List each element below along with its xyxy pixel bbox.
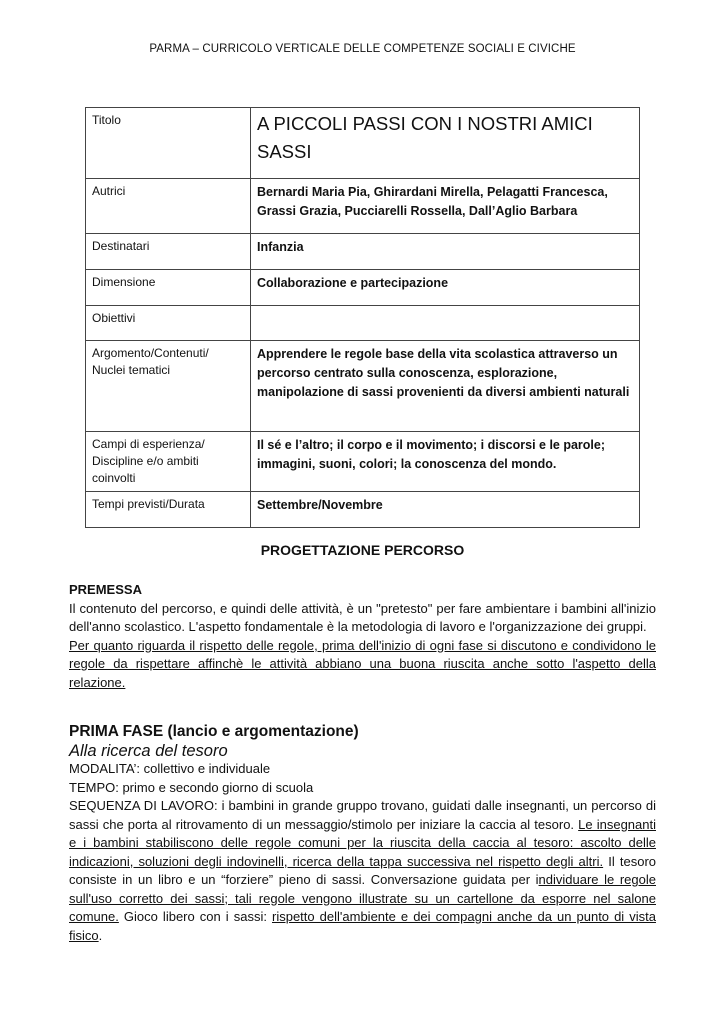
section-title: PROGETTAZIONE PERCORSO [260, 542, 465, 558]
table-value: Bernardi Maria Pia, Ghirardani Mirella, Pelagatti Francesca, Grassi Grazia, Pucciarelli Rossella, Dall’Aglio Barbara [251, 179, 640, 234]
table-label: Campi di esperienza/ Discipline e/o ambiti coinvolti [86, 432, 251, 492]
table-row [86, 341, 640, 432]
table-value-title: A PICCOLI PASSI CON I NOSTRI AMICI SASSI [251, 108, 640, 179]
table-label: Dimensione [86, 270, 251, 306]
sequenza-text: SEQUENZA DI LAVORO: i bambini in grande gruppo trovano, guidati dalle insegnanti, un percorso di sassi che porta al ritrovamento di un messaggio/stimolo per iniziare la caccia al tesoro. [69, 798, 656, 832]
sequenza-text: . [98, 927, 103, 943]
phase-title: PRIMA FASE (lancio e argomentazione) [69, 723, 359, 740]
tempo-line: TEMPO: primo e secondo giorno di scuola [69, 779, 314, 795]
table-label: Titolo [86, 108, 251, 179]
table-row [86, 306, 640, 341]
sequenza-text: Gioco libero con i sassi: [118, 909, 272, 924]
table-label: Autrici [86, 179, 251, 234]
table-value: Il sé e l’altro; il corpo e il movimento; i discorsi e le parole; immagini, suoni, colori; la conoscenza del mondo. [251, 432, 640, 492]
phase-subtitle: Alla ricerca del tesoro [69, 741, 228, 760]
table-row [86, 179, 640, 234]
premessa-heading: PREMESSA [69, 582, 142, 597]
premessa-section [69, 581, 656, 692]
sequenza-paragraph [69, 797, 656, 945]
table-value: Apprendere le regole base della vita scolastica attraverso un percorso centrato sulla conoscenza, esplorazione, manipolazione di sassi provenienti da diversi ambienti naturali [251, 341, 640, 432]
table-row [86, 234, 640, 270]
info-table [85, 107, 640, 528]
table-value: Settembre/Novembre [251, 492, 640, 528]
sequenza-text: Il tesoro consiste in un libro e un “forziere” pieno di sassi. Conversazione guidata per i [69, 853, 657, 887]
premessa-rules-paragraph: Per quanto riguarda il rispetto delle regole, prima dell'inizio di ogni fase si discutono e condividono le regole da rispettare affinchè le attività abbiano una buona riuscita anche sotto l'aspetto della relazione. [69, 637, 656, 690]
table-label: Argomento/Contenuti/ Nuclei tematici [86, 341, 251, 432]
table-value: Collaborazione e partecipazione [251, 270, 640, 306]
table-row [86, 108, 640, 179]
prima-fase-section [69, 723, 656, 945]
table-label: Obiettivi [86, 306, 251, 341]
table-label: Destinatari [86, 234, 251, 270]
sequenza-rules-text: Le insegnanti e i bambini stabiliscono delle regole comuni per la riuscita della caccia al tesoro: ascolto delle indicazioni, soluzioni degli indovinelli, ricerca della tappa successiva nel rispetto degli altri. [69, 816, 656, 869]
table-value [251, 306, 640, 341]
table-row [86, 492, 640, 528]
sequenza-rules-text: rispetto dell'ambiente e dei compagni anche da un punto di vista fisico [69, 909, 656, 943]
table-value: Infanzia [251, 234, 640, 270]
premessa-paragraph: Il contenuto del percorso, e quindi delle attività, è un "pretesto" per fare ambientare i bambini all'inizio dell'anno scolastico. L'aspetto fondamentale è la metodologia di lavoro e l'organizzazione dei gruppi. [69, 600, 656, 634]
table-label: Tempi previsti/Durata [86, 492, 251, 528]
modalita-line: MODALITA’: collettivo e individuale [69, 761, 271, 776]
table-row [86, 432, 640, 492]
table-row [86, 270, 640, 306]
sequenza-rules-text: ndividuare le regole sull'uso corretto dei sassi; tali regole vengono illustrate su un cartellone da esporre nel salone comune. [69, 872, 656, 924]
page-header: PARMA – CURRICOLO VERTICALE DELLE COMPETENZE SOCIALI E CIVICHE [149, 43, 576, 55]
